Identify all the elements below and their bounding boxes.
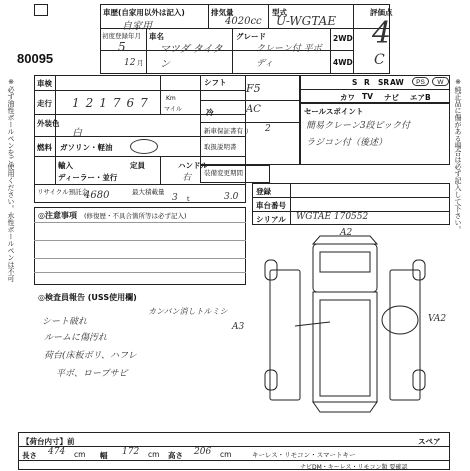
keyless-label: キーレス・リモコン・スマートキー xyxy=(252,451,356,459)
equip-airbag: エアB xyxy=(410,93,431,102)
handle-label: ハンドル xyxy=(178,161,208,170)
width-label: 幅 xyxy=(100,451,108,460)
sales-points-line1: 簡易クレーン3段ピック付 xyxy=(306,121,411,131)
shift-value: F5 xyxy=(246,82,261,95)
equip-tv: TV xyxy=(362,92,373,101)
cooler-label: 冷 xyxy=(206,108,214,117)
serial-label: シリアル xyxy=(256,215,286,224)
inspector-line4: 平ボ、ロープサビ xyxy=(56,369,128,379)
grade-value: クレーン付 平ボディ xyxy=(256,44,322,69)
new-car-label: 新車保証書有り xyxy=(204,127,250,135)
model-label: 型式 xyxy=(272,8,287,17)
equip-navi: ナビ xyxy=(384,93,399,102)
chassis-label: 車台番号 xyxy=(256,201,286,210)
height-value: 206 xyxy=(194,447,212,457)
anno-a2: A2 xyxy=(340,228,353,238)
model-value: U-WGTAE xyxy=(276,14,336,28)
inspection-label: 車検 xyxy=(37,79,52,88)
bottom-note: ナビDM・キーレス・リモコン類 要確認 xyxy=(300,464,408,471)
handle-value: 右 xyxy=(182,173,192,183)
score-label: 評価点 xyxy=(370,8,393,17)
lot-number: 80095 xyxy=(17,51,54,66)
length-label: 長さ xyxy=(22,451,37,460)
inspector-title: ◎検査員報告 (USS使用欄) xyxy=(38,293,137,302)
height-unit: cm xyxy=(220,450,232,459)
height-label: 高さ xyxy=(168,451,183,460)
notes-subtitle: (修復歴・不具合箇所等は必ず記入) xyxy=(84,212,187,220)
inspector-line3: 荷台(床板ボリ、ハフレ xyxy=(44,351,137,361)
color-label: 外装色 xyxy=(37,119,60,128)
shift-label: シフト xyxy=(204,78,227,87)
width-value: 172 xyxy=(122,447,140,457)
grade-label: グレード xyxy=(236,32,266,41)
vehicle-diagram xyxy=(230,230,440,430)
right-notice: ※純正品に傷がある場合は必ず記入して下さい。 xyxy=(454,78,462,233)
recycle-label: リサイクル預託金 xyxy=(37,188,89,196)
mileage-value: 121767 xyxy=(72,96,154,110)
first-reg-label: 初度登録年月 xyxy=(102,32,141,40)
interior-value: C xyxy=(374,52,385,68)
import-label: 輸入 xyxy=(58,161,73,170)
car-name-value: マツダ タイタン xyxy=(160,44,223,70)
score-value: 4 xyxy=(372,16,392,51)
spare-label: スペア xyxy=(418,437,441,446)
mileage-label: 走行 xyxy=(37,99,52,108)
registration-label: 登録 xyxy=(256,187,271,196)
door-value: 2 xyxy=(265,124,271,134)
fuel-options: ガソリン・軽油 xyxy=(60,143,113,152)
first-reg-month: 12 xyxy=(124,58,136,68)
equip-ps-chip: PS xyxy=(412,77,429,86)
change-label: 装備変更期間 xyxy=(204,169,243,177)
history-label: 車歴(自家用以外は記入) xyxy=(103,8,185,17)
color-value: 白 xyxy=(72,128,82,139)
equip-s: S xyxy=(352,78,358,87)
equip-aw: AW xyxy=(390,78,404,87)
mileage-sub: マイル xyxy=(164,106,182,113)
inspector-line1: シート破れ xyxy=(42,317,88,327)
sales-points-line2: ラジコン付（後述） xyxy=(306,138,388,148)
import-sub: ディーラー・並行 xyxy=(58,173,118,182)
anno-va2: VA2 xyxy=(428,314,447,324)
max-load-label: 最大積載量 xyxy=(132,188,165,196)
fuel-label: 燃料 xyxy=(37,143,52,152)
drive-4wd: 4WD xyxy=(333,58,353,67)
first-reg-year: 5 xyxy=(118,40,126,54)
cooler-value: AC xyxy=(246,104,261,115)
equip-r: R xyxy=(364,78,370,87)
fuel-circle xyxy=(130,139,158,154)
chassis-value: WGTAE 170552 xyxy=(296,212,369,222)
capacity-value: 3.0 xyxy=(224,192,239,202)
inspector-line2: ルームに傷汚れ xyxy=(44,333,108,343)
recycle-value: 4680 xyxy=(84,190,110,201)
max-load-value: 3 xyxy=(172,193,178,203)
corner-box xyxy=(34,4,48,16)
equip-kawa: カワ xyxy=(340,93,355,102)
equip-w-chip: W xyxy=(432,77,449,86)
mileage-unit: Km xyxy=(166,95,176,102)
width-unit: cm xyxy=(148,450,160,459)
displacement-value: 4020cc xyxy=(225,16,262,27)
sales-points-label: セールスポイント xyxy=(304,107,364,116)
manual-label: 取扱説明書 xyxy=(204,143,237,151)
length-value: 474 xyxy=(48,447,66,457)
length-unit: cm xyxy=(74,450,86,459)
seats-label: 定員 xyxy=(130,161,145,170)
equip-sr: SR xyxy=(378,78,390,87)
displacement-label: 排気量 xyxy=(211,8,234,17)
left-notice: ※必ず油性ボールペンをご使用ください。水性ボールペンは不可 xyxy=(7,78,15,282)
drive-2wd: 2WD xyxy=(333,34,353,43)
history-value: 自家用 xyxy=(122,21,152,32)
load-unit: t xyxy=(187,195,190,203)
dims-label: 【荷台内寸】前 xyxy=(22,437,75,446)
anno-a3: A3 xyxy=(232,322,245,332)
car-name-label: 車名 xyxy=(149,32,164,41)
inspector-anno-top: カンバン消しトルミシ xyxy=(148,307,228,316)
notes-title: ◎注意事項 xyxy=(38,211,77,220)
